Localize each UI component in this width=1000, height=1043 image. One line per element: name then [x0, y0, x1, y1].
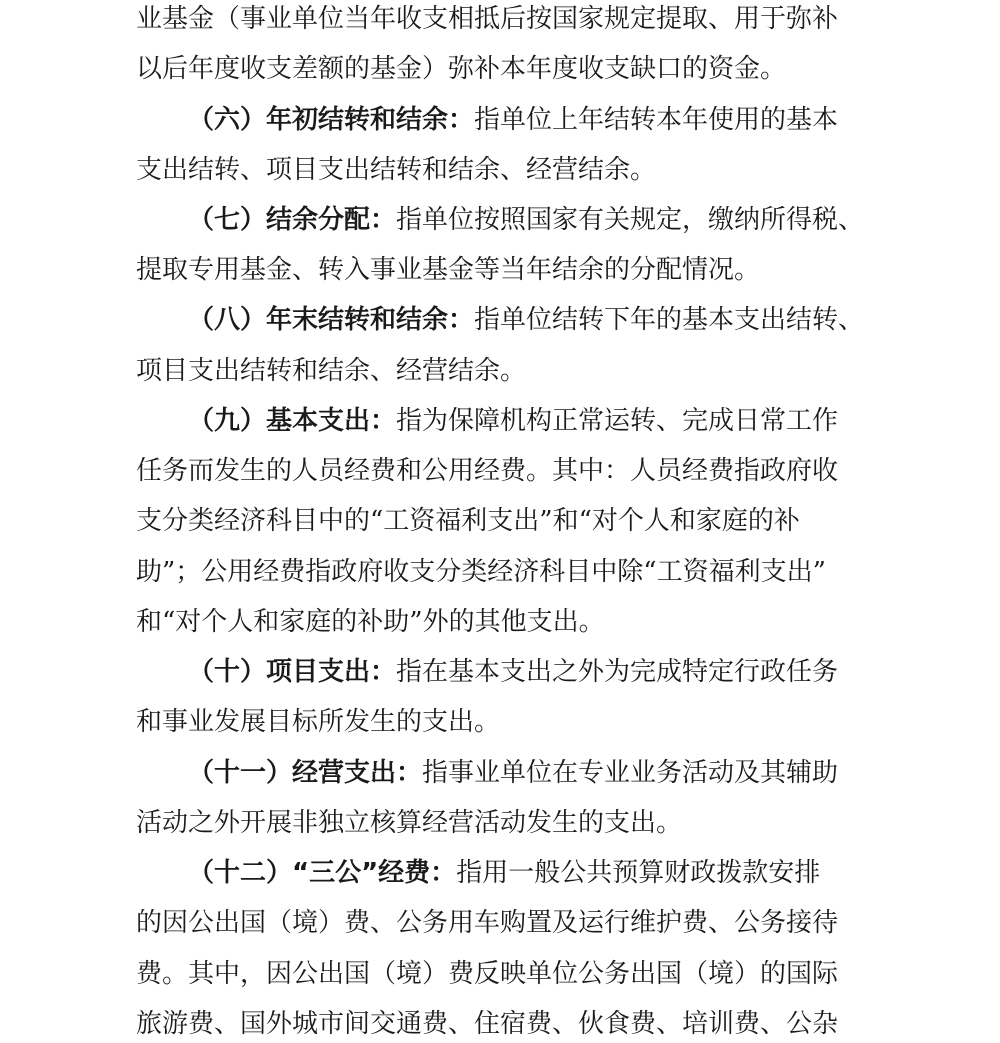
line-text: 费。其中，因公出国（境）费反映单位公务出国（境）的国际 [136, 959, 839, 989]
line-heading: （六）年初结转和结余： [188, 105, 475, 135]
line-text: 业基金（事业单位当年收支相抵后按国家规定提取、用于弥补 [136, 4, 839, 34]
text-line [136, 999, 890, 1043]
line-text: 支出结转、项目支出结转和结余、经营结余。 [136, 155, 657, 185]
text-line [136, 145, 890, 195]
line-text: 项目支出结转和结余、经营结余。 [136, 356, 527, 386]
text-line [136, 346, 890, 396]
line-text: 和事业发展目标所发生的支出。 [136, 707, 501, 737]
text-line [136, 898, 890, 948]
line-text: 指事业单位在专业业务活动及其辅助 [422, 758, 839, 788]
line-text: 旅游费、国外城市间交通费、住宿费、伙食费、培训费、公杂 [136, 1009, 839, 1039]
text-line [136, 0, 890, 44]
line-text: 指为保障机构正常运转、完成日常工作 [396, 406, 839, 436]
line-heading: （八）年末结转和结余： [188, 305, 475, 335]
text-line [136, 44, 890, 94]
line-heading: （九）基本支出： [188, 406, 397, 436]
line-text: 的因公出国（境）费、公务用车购置及运行维护费、公务接待 [136, 908, 839, 938]
text-line [188, 748, 890, 798]
line-text: 指单位上年结转本年使用的基本 [474, 105, 839, 135]
text-line [136, 496, 890, 546]
line-heading: （七）结余分配： [188, 205, 397, 235]
line-text: 指用一般公共预算财政拨款安排 [456, 858, 821, 888]
text-line [188, 95, 890, 145]
text-line [136, 697, 890, 747]
line-heading: （十）项目支出： [188, 657, 397, 687]
text-line [136, 446, 890, 496]
text-line [188, 647, 890, 697]
line-text: 提取专用基金、转入事业基金等当年结余的分配情况。 [136, 255, 761, 285]
line-heading: （十二）“三公”经费： [188, 858, 457, 888]
text-line [136, 949, 890, 999]
line-text: 指在基本支出之外为完成特定行政任务 [396, 657, 839, 687]
text-line [136, 597, 890, 647]
text-line [136, 547, 890, 597]
text-line [188, 295, 890, 345]
text-line [188, 195, 890, 245]
line-text: 支分类经济科目中的“工资福利支出”和“对个人和家庭的补 [136, 506, 800, 536]
text-line [136, 245, 890, 295]
text-line [136, 798, 890, 848]
line-text: 以后年度收支差额的基金）弥补本年度收支缺口的资金。 [136, 54, 787, 84]
line-text: 和“对个人和家庭的补助”外的其他支出。 [136, 607, 605, 637]
text-line [188, 396, 890, 446]
line-text: 助”；公用经费指政府收支分类经济科目中除“工资福利支出” [136, 557, 826, 587]
line-text: 指单位结转下年的基本支出结转、 [474, 305, 865, 335]
line-text: 指单位按照国家有关规定，缴纳所得税、 [396, 205, 865, 235]
text-line [188, 848, 890, 898]
line-text: 活动之外开展非独立核算经营活动发生的支出。 [136, 808, 683, 838]
line-text: 任务而发生的人员经费和公用经费。其中：人员经费指政府收 [136, 456, 839, 486]
line-heading: （十一）经营支出： [188, 758, 423, 788]
